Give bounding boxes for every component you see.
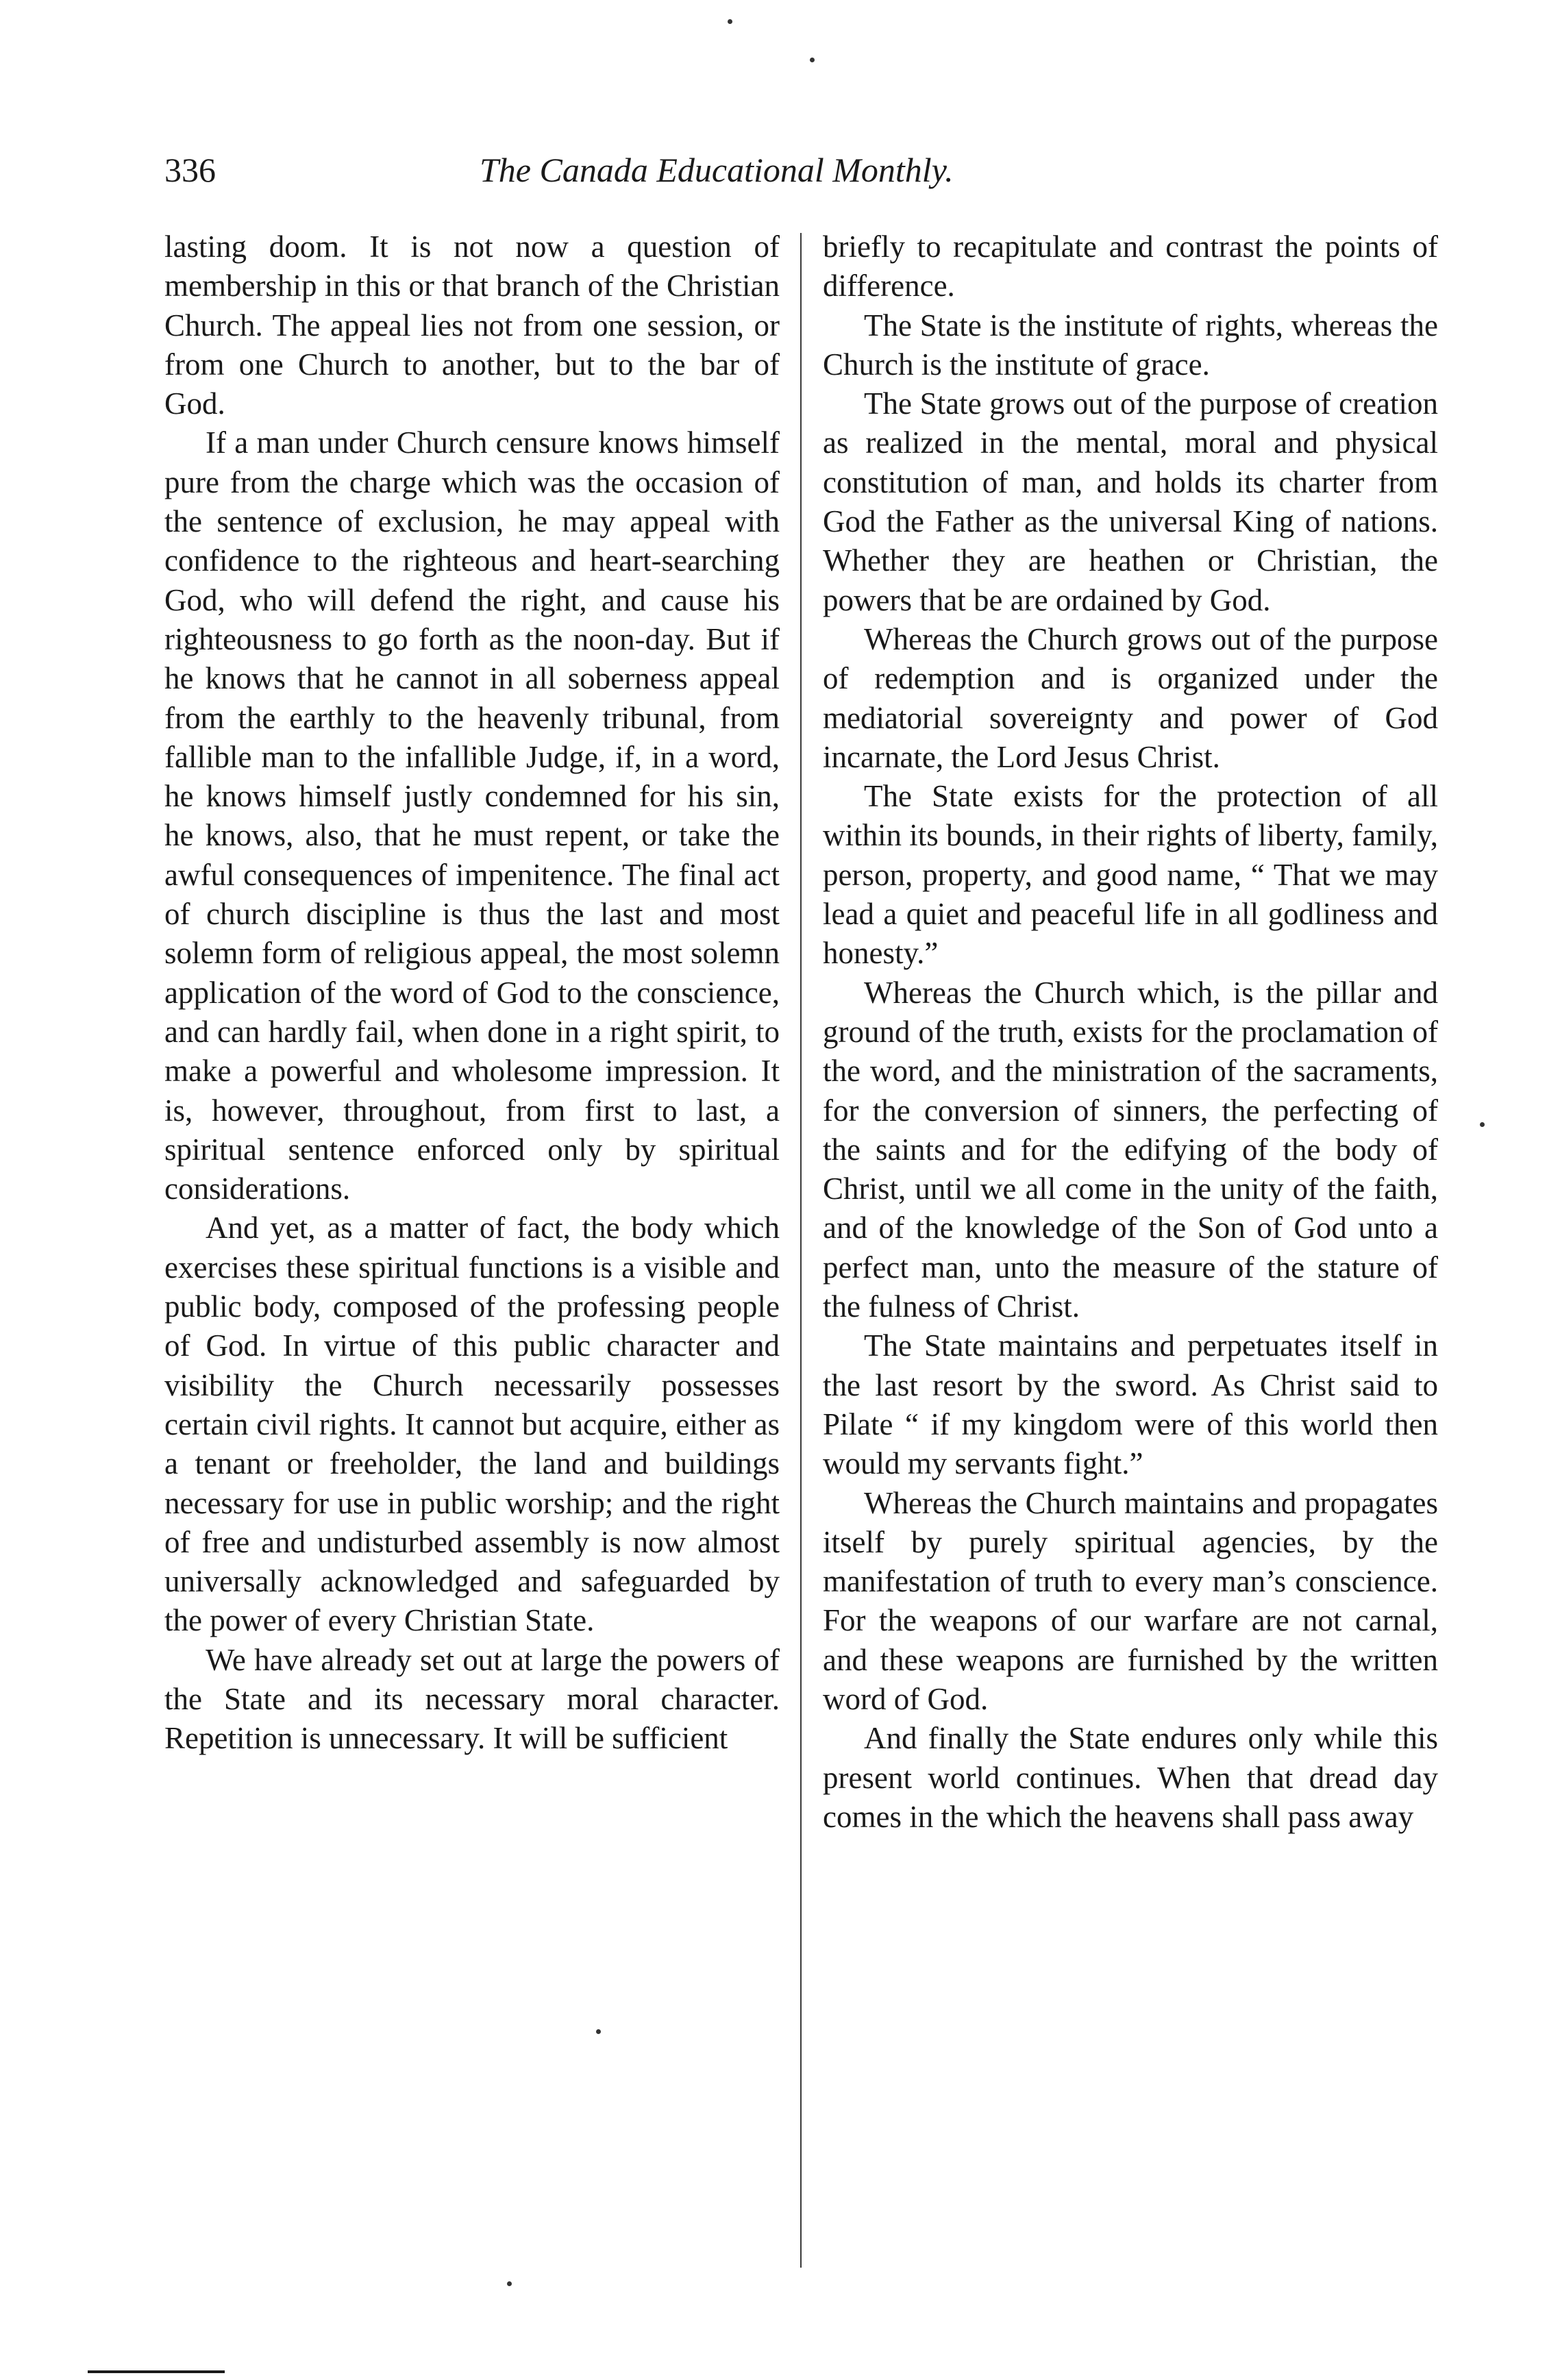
left-column <box>164 227 780 1759</box>
right-paragraph-4: Whereas the Church grows out of the purpose of redemption and is organized under the mediatorial sovereignty and power of God incarnate, the Lord Jesus Christ. <box>823 621 1438 774</box>
right-paragraph-5: The State exists for the protection of all within its bounds, in their rights of liberty, family, person, property, and good name, “ That we may lead a quiet and peaceful life in all godliness and honesty.” <box>823 779 1438 971</box>
column-divider <box>800 233 802 2268</box>
left-paragraph-1: lasting doom. It is not now a question of membership in this or that branch of the Christian Church. The appeal lies not from one session, or from one Church to another, but to the bar of God. <box>164 230 780 421</box>
right-paragraph-2: The State is the institute of rights, whereas the Church is the institute of grace. <box>823 308 1438 382</box>
scan-speck <box>810 58 815 62</box>
right-paragraph-9: And finally the State endures only while this present world continues. When that dread day comes in the which the heavens shall pass away <box>823 1721 1438 1834</box>
footer-rule <box>88 2370 225 2373</box>
left-paragraph-3: And yet, as a matter of fact, the body which exercises these spiritual functions is a visible and public body, composed of the professing people of God. In virtue of this public character and visibility the Church necessarily possesses certain civil rights. It cannot but acquire, either as a tenant or freeholder, the land and buildings necessary for use in public worship; and the right of free and undisturbed assembly is now almost universally acknowledged and safeguarded by the power of every Christian State. <box>164 1211 780 1638</box>
right-paragraph-6: Whereas the Church which, is the pillar and ground of the truth, exists for the proclamation of the word, and the ministration of the sacraments, for the conversion of sinners, the perfecting of the saints and for the edifying of the body of Christ, until we all come in the unity of the faith, and of the knowledge of the Son of God unto a perfect man, unto the measure of the stature of the fulness of Christ. <box>823 975 1438 1324</box>
scan-speck <box>1480 1122 1485 1127</box>
right-paragraph-3: The State grows out of the purpose of creation as realized in the mental, moral and physical constitution of man, and holds its charter from God the Father as the universal King of nations. Whether they are heathen or Christian, the powers that be are ordained by God. <box>823 386 1438 617</box>
scan-speck <box>507 2281 512 2286</box>
right-paragraph-7: The State maintains and perpetuates itself in the last resort by the sword. As Christ said to Pilate “ if my kingdom were of this world then would my servants fight.” <box>823 1328 1438 1481</box>
right-column <box>823 227 1438 1837</box>
page-number: 336 <box>164 151 216 189</box>
right-paragraph-1: briefly to recapitulate and contrast the points of difference. <box>823 230 1438 303</box>
left-paragraph-4: We have already set out at large the powers of the State and its necessary moral character. Repetition is unnecessary. It will be sufficient <box>164 1642 780 1756</box>
scan-speck <box>596 2029 601 2034</box>
left-paragraph-2: If a man under Church censure knows himself pure from the charge which was the occasion of the sentence of exclusion, he may appeal with confidence to the righteous and heart-searching God, who will defend the right, and cause his righteousness to go forth as the noon-day. But if he knows that he cannot in all soberness appeal from the earthly to the heavenly tribunal, from fallible man to the infallible Judge, if, in a word, he knows himself justly condemned for his sin, he knows, also, that he must repent, or take the awful consequences of impenitence. The final act of church discipline is thus the last and most solemn form of religious appeal, the most solemn application of the word of God to the conscience, and can hardly fail, when done in a right spirit, to make a powerful and wholesome impression. It is, however, throughout, from first to last, a spiritual sentence enforced only by spiritual considerations. <box>164 425 780 1206</box>
running-title: The Canada Educational Monthly. <box>480 151 954 189</box>
scan-speck <box>728 19 732 24</box>
right-paragraph-8: Whereas the Church maintains and propagates itself by purely spiritual agencies, by the manifestation of truth to every man’s conscience. For the weapons of our warfare are not carnal, and these weapons are furnished by the written word of God. <box>823 1485 1438 1716</box>
